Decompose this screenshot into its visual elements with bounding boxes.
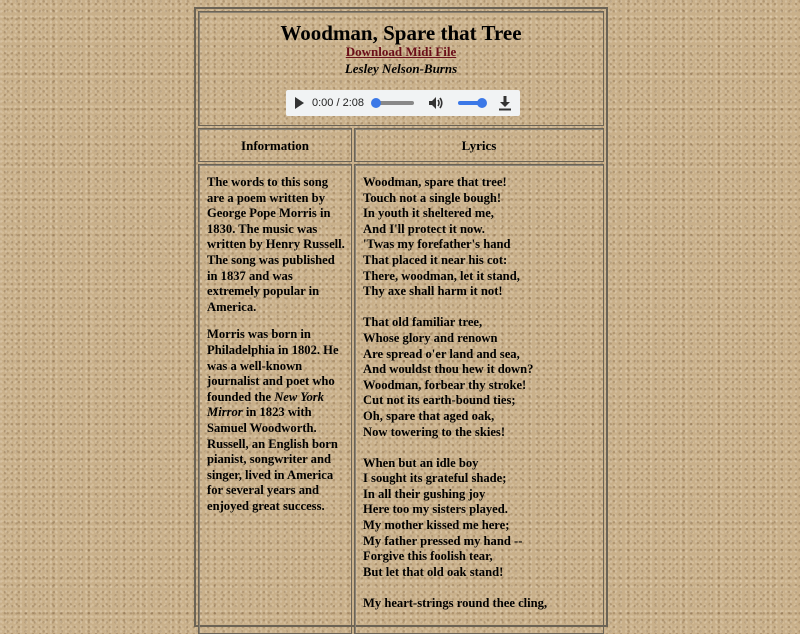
song-table: [194, 7, 608, 627]
info-p2-text-a: Morris was born in Philadelphia in 1802. He was a well-known journalist and poet who founded the: [207, 327, 339, 404]
lyric-line: My mother kissed me here;: [363, 518, 510, 533]
play-icon[interactable]: [295, 97, 304, 109]
newspaper-name: New York Mirror: [207, 389, 324, 420]
information-header-cell: [198, 128, 352, 162]
lyric-line: Oh, spare that aged oak,: [363, 408, 495, 423]
lyric-line: Thy axe shall harm it not!: [363, 284, 503, 299]
lyric-line: When but an idle boy: [363, 455, 479, 470]
lyric-line: Forgive this foolish tear,: [363, 549, 493, 564]
lyric-line: That placed it near his cot:: [363, 252, 508, 267]
seek-thumb[interactable]: [371, 98, 381, 108]
lyric-line: But let that old oak stand!: [363, 564, 504, 579]
time-display: 0:00 / 2:08: [312, 97, 364, 109]
page-title: Woodman, Spare that Tree: [280, 21, 522, 45]
lyrics-cell: [354, 164, 604, 634]
info-p2-text-b: in 1823 with Samuel Woodworth. Russell, an English born pianist, songwriter and singer, lived in America for several years and enjoyed great success.: [207, 405, 338, 513]
lyric-line: Woodman, spare that tree!: [363, 175, 507, 189]
lyric-line: Touch not a single bough!: [363, 190, 502, 205]
volume-slider[interactable]: [458, 101, 482, 105]
info-paragraph-1: The words to this song are a poem written by George Pope Morris in 1830. The music was written by Henry Russell. The song was published in 1837 and was extremely popular in America.: [207, 175, 345, 314]
composer-name: Lesley Nelson-Burns: [344, 61, 458, 76]
lyric-line: 'Twas my forefather's hand: [363, 237, 511, 252]
lyrics-heading: Lyrics: [461, 138, 497, 153]
lyric-line: Are spread o'er land and sea,: [363, 346, 520, 361]
audio-player: [286, 90, 520, 116]
header-cell: [198, 11, 604, 126]
lyric-line: I sought its grateful shade;: [363, 471, 507, 486]
lyric-line: In all their gushing joy: [363, 486, 486, 501]
lyric-line: Woodman, forbear thy stroke!: [363, 377, 527, 392]
stanza-2: [363, 315, 603, 440]
lyric-line: Cut not its earth-bound ties;: [363, 393, 516, 408]
lyric-line: There, woodman, let it stand,: [363, 268, 520, 283]
volume-thumb[interactable]: [477, 98, 487, 108]
seek-slider[interactable]: [374, 101, 414, 105]
information-heading: Information: [241, 138, 309, 153]
stanza-4: [363, 596, 603, 612]
stanza-3: [363, 456, 603, 581]
lyric-line: My father pressed my hand --: [363, 533, 523, 548]
stanza-1: [363, 175, 603, 300]
info-paragraph-2: [199, 327, 351, 514]
lyric-line: Here too my sisters played.: [363, 502, 508, 517]
midi-link-wrapper: [199, 44, 603, 60]
lyric-line: My heart-strings round thee cling,: [363, 596, 548, 611]
lyric-line: In youth it sheltered me,: [363, 206, 494, 221]
download-icon[interactable]: [498, 95, 512, 111]
lyrics-header-cell: [354, 128, 604, 162]
lyric-line: And wouldst thou hew it down?: [363, 362, 534, 377]
download-midi-link[interactable]: Download Midi File: [345, 44, 457, 59]
lyric-line: And I'll protect it now.: [363, 221, 485, 236]
information-cell: [198, 164, 352, 634]
lyric-line: That old familiar tree,: [363, 315, 483, 330]
volume-icon[interactable]: [428, 96, 444, 110]
lyric-line: Now towering to the skies!: [363, 424, 506, 439]
lyric-line: Whose glory and renown: [363, 330, 498, 345]
